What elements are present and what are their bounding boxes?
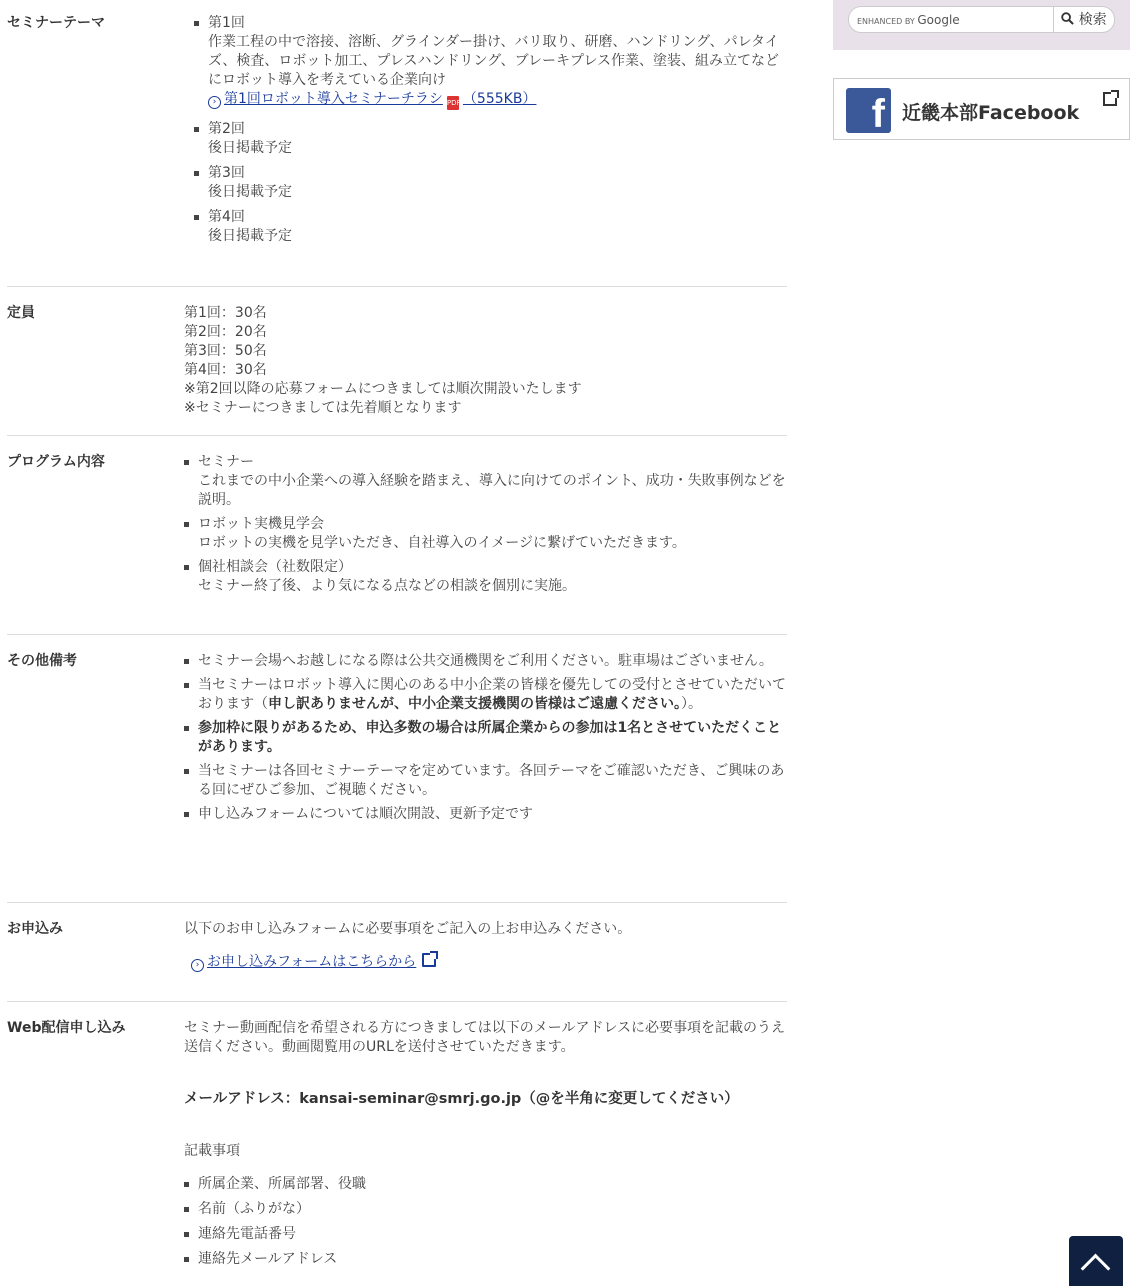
row-value: [184, 652, 787, 902]
facebook-icon: f: [846, 88, 891, 133]
search-google-label: Google: [917, 13, 960, 27]
list-item: [184, 515, 787, 553]
item-desc: セミナー終了後、より気になる点などの相談を個別に実施。: [198, 578, 576, 594]
pdf-icon: PDF: [447, 96, 459, 110]
facebook-label: 近畿本部Facebook: [902, 102, 1080, 124]
web-items-list: [184, 1175, 787, 1269]
apply-text: 以下のお申し込みフォームに必要事項をご記入の上お申込みください。: [184, 921, 632, 937]
list-item: [184, 453, 787, 510]
row-web: [7, 1002, 787, 1269]
capacity-line: 第3回：50名: [184, 343, 267, 359]
apply-link-row: [184, 953, 787, 972]
search-icon: [1061, 12, 1074, 25]
note-text: セミナー会場へお越しになる際は公共交通機関をご利用ください。駐車場はございません。: [198, 653, 773, 669]
note-text: 当セミナーはロボット導入に関心のある中小企業の皆様を優先しての受付とさせていただいております（: [198, 677, 786, 712]
row-seminar-theme: [7, 0, 787, 287]
note-text: 当セミナーは各回セミナーテーマを定めています。各回テーマをご確認いただき、ご興味のある回にぜひご参加、ご視聴ください。: [198, 763, 785, 798]
flyer-link-row: [208, 90, 787, 110]
capacity-line: 第2回：20名: [184, 324, 267, 340]
circle-arrow-icon: ›: [191, 959, 204, 972]
note-bold: 参加枠に限りがあるため、申込多数の場合は所属企業からの参加は1名とさせていただくことがあります。: [198, 720, 782, 755]
item-desc: 作業工程の中で溶接、溶断、グラインダー掛け、バリ取り、研磨、ハンドリング、パレタイズ、検査、ロボット加工、プレスハンドリング、ブレーキプレス作業、塗装、組み立てなどにロボット導入を考えている企業向け: [208, 34, 780, 88]
external-link-icon: [1103, 92, 1117, 106]
item-title: 第2回: [208, 121, 245, 137]
item-desc: 後日掲載予定: [208, 228, 292, 244]
note-text: 申し込みフォームについては順次開設、更新予定です: [198, 806, 534, 822]
list-item: [194, 14, 787, 110]
list-item: 連絡先メールアドレス: [184, 1250, 787, 1269]
capacity-line: 第1回：30名: [184, 305, 267, 321]
flyer-size[interactable]: （555KB）: [462, 91, 537, 107]
row-label: その他備考: [7, 653, 77, 669]
list-item: 名前（ふりがな）: [184, 1200, 787, 1219]
program-list: [184, 453, 787, 596]
flyer-link[interactable]: 第1回ロボット導入セミナーチラシ: [224, 91, 443, 107]
row-value: [184, 453, 787, 634]
row-capacity: [7, 287, 787, 436]
row-value: [184, 920, 787, 1001]
list-item: [194, 208, 787, 246]
search-input[interactable]: [848, 6, 1053, 33]
row-label: 定員: [7, 305, 35, 321]
list-item: [184, 719, 787, 757]
search-box: [833, 0, 1130, 50]
item-title: 第1回: [208, 15, 245, 31]
main-content: [7, 0, 787, 1269]
row-label: セミナーテーマ: [7, 15, 105, 31]
list-item: 所属企業、所属部署、役職: [184, 1175, 787, 1194]
item-desc: 後日掲載予定: [208, 184, 292, 200]
list-item: [184, 652, 787, 671]
list-item: [194, 120, 787, 158]
back-to-top-button[interactable]: [1069, 1236, 1123, 1286]
item-title: セミナー: [198, 454, 254, 470]
facebook-banner[interactable]: [833, 78, 1130, 140]
web-text: セミナー動画配信を希望される方につきましては以下のメールアドレスに必要事項を記載のうえ送信ください。動画閲覧用のURLを送付させていただきます。: [184, 1020, 786, 1055]
external-link-icon: [422, 953, 436, 967]
circle-arrow-icon: ›: [208, 96, 221, 109]
list-item: 連絡先電話番号: [184, 1225, 787, 1244]
row-notes: [7, 635, 787, 903]
list-item: [184, 558, 787, 596]
note-text: ）。: [681, 696, 702, 712]
sidebar: [833, 0, 1130, 133]
row-program: [7, 436, 787, 635]
theme-list: [194, 14, 787, 246]
search-enhanced-label: ENHANCED BY: [857, 17, 915, 26]
row-label: お申込み: [7, 921, 63, 937]
item-title: ロボット実機見学会: [198, 516, 324, 532]
item-title: 個社相談会（社数限定）: [198, 559, 352, 575]
list-item: [194, 164, 787, 202]
note-bold: 申し訳ありませんが、中小企業支援機関の皆様はご遠慮ください。: [268, 696, 681, 712]
search-button[interactable]: [1053, 6, 1115, 33]
capacity-note: ※セミナーにつきましては先着順となります: [184, 400, 462, 416]
web-email: メールアドレス：kansai-seminar@smrj.go.jp（@を半角に変更してください）: [184, 1091, 739, 1107]
item-desc: ロボットの実機を見学いただき、自社導入のイメージに繋げていただきます。: [198, 535, 686, 551]
row-label: プログラム内容: [7, 454, 105, 470]
item-title: 第3回: [208, 165, 245, 181]
capacity-line: 第4回：30名: [184, 362, 267, 378]
list-item: [184, 805, 787, 824]
item-title: 第4回: [208, 209, 245, 225]
apply-form-link[interactable]: お申し込みフォームはこちらから: [207, 954, 417, 970]
search-button-label: 検索: [1078, 12, 1107, 28]
row-apply: [7, 903, 787, 1002]
row-value: [184, 304, 787, 435]
item-desc: 後日掲載予定: [208, 140, 292, 156]
list-item: [184, 762, 787, 800]
notes-list: [184, 652, 787, 824]
item-desc: これまでの中小企業への導入経験を踏まえ、導入に向けてのポイント、成功・失敗事例などを説明。: [198, 473, 786, 508]
row-value: [184, 1019, 787, 1269]
web-items-label: 記載事項: [184, 1143, 240, 1159]
row-value: [184, 14, 787, 286]
row-label: Web配信申し込み: [7, 1020, 126, 1036]
list-item: [184, 676, 787, 714]
capacity-note: ※第2回以降の応募フォームにつきましては順次開設いたします: [184, 381, 582, 397]
